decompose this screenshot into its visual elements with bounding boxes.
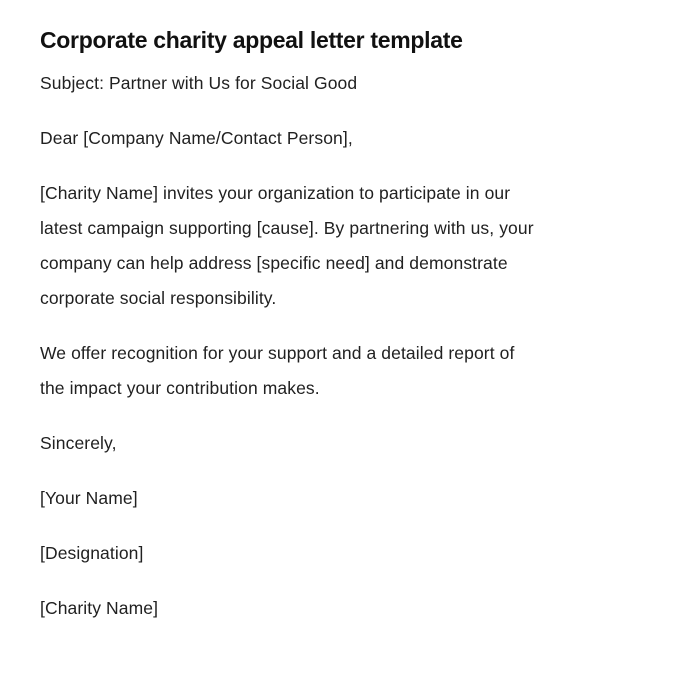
signature-designation: [Designation] [40, 543, 144, 563]
body-paragraph-2 [40, 336, 660, 406]
signature-name: [Your Name] [40, 488, 138, 508]
salutation-line: Dear [Company Name/Contact Person], [40, 128, 353, 148]
body-paragraph-1-line-4: corporate social responsibility. [40, 288, 277, 308]
body-paragraph-2-line-2: the impact your contribution makes. [40, 378, 320, 398]
body-paragraph-1-line-2: latest campaign supporting [cause]. By partnering with us, your [40, 218, 534, 238]
body-paragraph-1-line-1: [Charity Name] invites your organization to participate in our [40, 183, 511, 203]
body-paragraph-2-line-1: We offer recognition for your support and a detailed report of [40, 343, 515, 363]
body-paragraph-1-line-3: company can help address [specific need] and demonstrate [40, 253, 508, 273]
subject-line: Subject: Partner with Us for Social Good [40, 73, 358, 93]
body-paragraph-1 [40, 176, 660, 316]
closing-line: Sincerely, [40, 433, 117, 453]
page-title: Corporate charity appeal letter template [40, 27, 463, 53]
signature-charity: [Charity Name] [40, 598, 159, 618]
